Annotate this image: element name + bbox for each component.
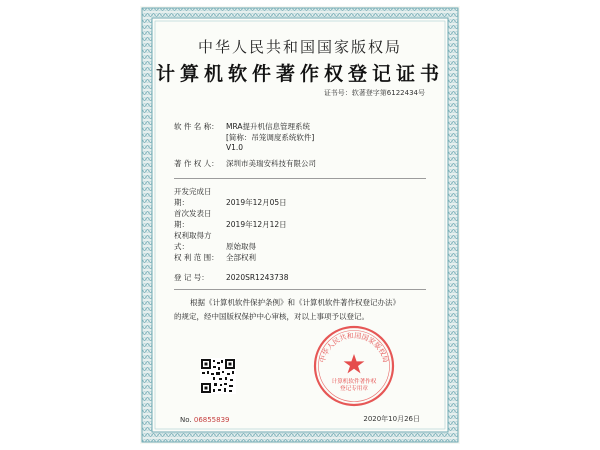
software-name-value: MRA提升机信息管理系统 xyxy=(226,122,311,131)
regno-label: 登 记 号： xyxy=(174,273,209,282)
pub-date-value: 2019年12月12日 xyxy=(226,220,287,229)
acquire-row xyxy=(174,230,256,252)
software-name-label: 软 件 名 称： xyxy=(174,122,219,131)
serial-label: No. xyxy=(180,416,192,424)
certificate-title: 计算机软件著作权登记证书 xyxy=(155,63,444,85)
regno-row xyxy=(174,272,288,283)
issuer-title: 中华人民共和国国家版权局 xyxy=(197,38,402,56)
software-name-row xyxy=(174,121,310,132)
software-short-name: [简称：吊笼调度系统软件] xyxy=(226,133,315,142)
certificate xyxy=(140,6,460,444)
certificate-number-value: 软著登字第6122434号 xyxy=(351,89,425,97)
statement-line-2: 的规定，经中国版权保护中心审核，对以上事项予以登记。 xyxy=(174,312,369,321)
official-seal-icon xyxy=(312,324,396,408)
statement-paragraph xyxy=(174,296,430,324)
pub-date-row xyxy=(174,208,287,230)
scope-row xyxy=(174,252,256,263)
scope-label: 权 利 范 围： xyxy=(174,253,219,262)
acquire-value: 原始取得 xyxy=(226,242,256,251)
scope-value: 全部权利 xyxy=(226,253,256,262)
software-version: V1.0 xyxy=(226,143,244,152)
regno-value: 2020SR1243738 xyxy=(226,273,289,282)
acquire-label: 权利取得方式： xyxy=(174,231,212,251)
statement-line-1: 根据《计算机软件保护条例》和《计算机软件著作权登记办法》 xyxy=(190,298,400,307)
seal-center-text-1: 计算机软件著作权 xyxy=(331,379,377,385)
owner-value: 深圳市美瑞安科技有限公司 xyxy=(226,159,316,168)
dev-date-value: 2019年12月05日 xyxy=(226,198,287,207)
certificate-number xyxy=(324,88,425,98)
dev-date-label: 开发完成日期： xyxy=(174,187,212,207)
seal-center-text-2: 登记专用章 xyxy=(340,386,368,392)
serial-value: 06855839 xyxy=(193,416,230,424)
qr-code-icon xyxy=(200,358,236,394)
owner-row xyxy=(174,158,316,169)
issue-date: 2020年10月26日 xyxy=(363,415,420,423)
divider-line xyxy=(174,178,426,179)
pub-date-label: 首次发表日期： xyxy=(174,209,212,229)
seal-ring-text: 中华人民共和国国家版权局 xyxy=(318,331,390,364)
owner-label: 著 作 权 人： xyxy=(174,159,219,168)
certificate-number-label: 证书号： xyxy=(323,89,352,97)
divider-line xyxy=(174,289,426,290)
serial-number xyxy=(180,416,230,424)
dev-date-row xyxy=(174,186,287,208)
